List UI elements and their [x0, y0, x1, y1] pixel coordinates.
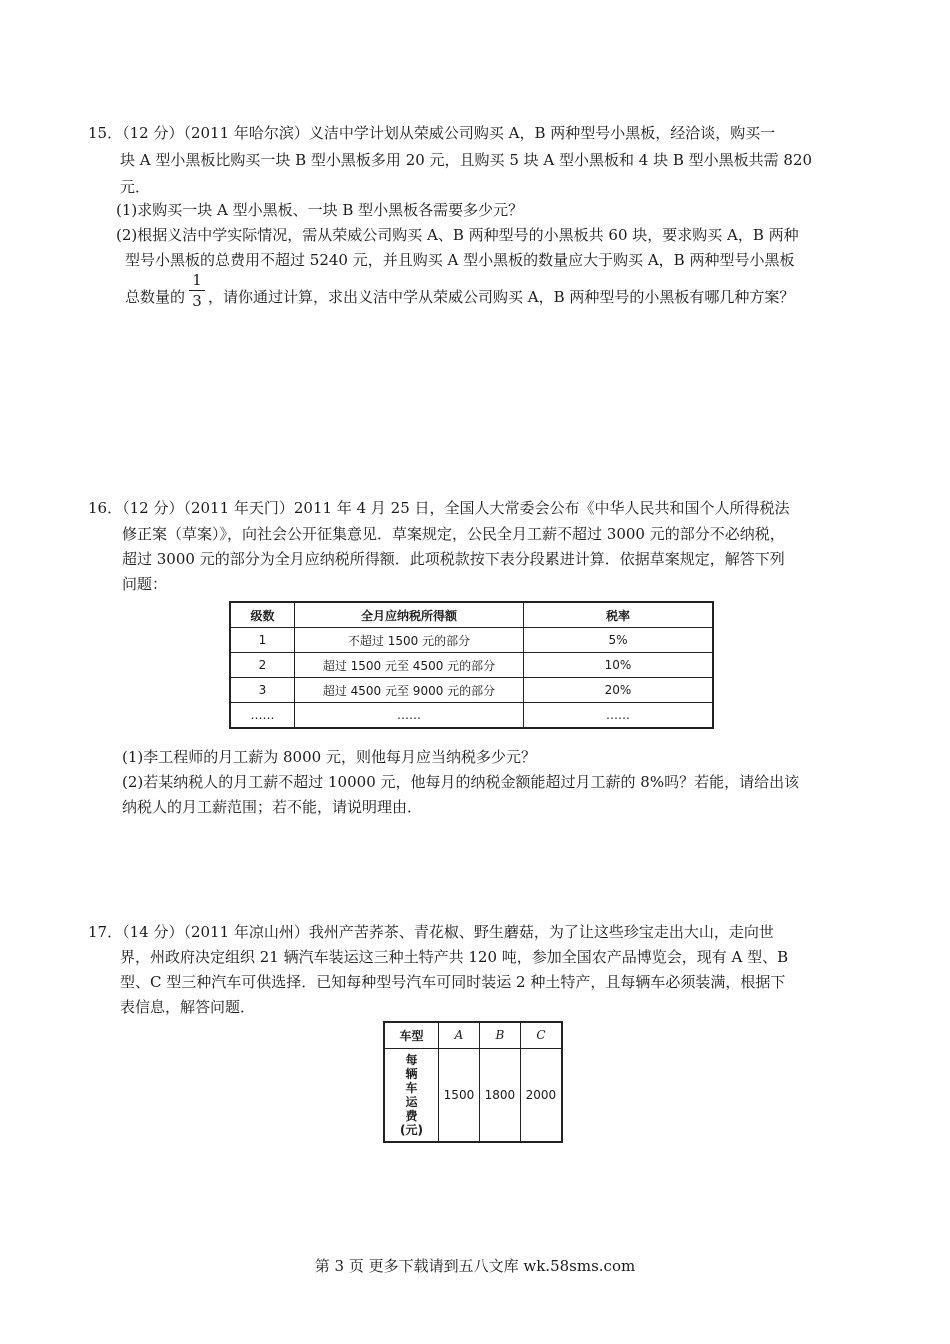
header-level: 级数: [230, 602, 295, 628]
table-row: [230, 703, 713, 729]
header-type-b: B: [479, 1022, 520, 1048]
table-header-row: [384, 1022, 562, 1048]
q17-line-1: 17．（14 分）（2011 年凉山州）我州产苦荞茶、青花椒、野生蘑菇，为了让这些珍宝走出大山，走向世: [88, 923, 774, 941]
q16-sub-2-line-1: (2)若某纳税人的月工薪不超过 10000 元，他每月的纳税金额能超过月工薪的 8%吗？若能，请给出该: [122, 773, 800, 791]
q16-sub-1: (1)李工程师的月工薪为 8000 元，则他每月应当纳税多少元？: [122, 748, 536, 766]
cell-cost-a: 1500: [438, 1048, 479, 1142]
q15-sub-2-line-2: 型号小黑板的总费用不超过 5240 元，并且购买 A 型小黑板的数量应大于购买 A，B 两种型号小黑板: [125, 251, 795, 269]
cell-rate: 5%: [524, 628, 714, 653]
fraction-one-third: [189, 271, 205, 310]
table-row: [384, 1048, 562, 1142]
cell-rate: ……: [524, 703, 714, 729]
page-footer: 第 3 页 更多下载请到五八文库 wk.58sms.com: [314, 1257, 636, 1275]
q16-sub-2-line-2: 纳税人的月工薪范围；若不能，请说明理由．: [122, 798, 423, 816]
cell-income: 不超过 1500 元的部分: [295, 628, 524, 653]
q17-line-2: 界，州政府决定组织 21 辆汽车装运这三种土特产共 120 吨，参加全国农产品博览会，现有 A 型、B: [120, 948, 789, 966]
q15-line-1: 15．（12 分）（2011 年哈尔滨）义洁中学计划从荣威公司购买 A，B 两种型号小黑板，经洽谈，购买一: [88, 124, 776, 142]
header-type-c: C: [520, 1022, 562, 1048]
q15-sub-2-line-1: (2)根据义洁中学实际情况，需从荣威公司购买 A、B 两种型号的小黑板共 60 块，要求购买 A，B 两种: [116, 226, 799, 244]
q15-line-3: 元．: [120, 178, 151, 196]
cell-income: ……: [295, 703, 524, 729]
cell-level: ……: [230, 703, 295, 729]
cell-cost-b: 1800: [479, 1048, 520, 1142]
table-header-row: [230, 602, 713, 628]
row-label-cost: 每辆车运费(元): [384, 1048, 438, 1142]
cell-rate: 10%: [524, 653, 714, 678]
q15-sub-2-line-3a: 总数量的: [125, 288, 186, 306]
cell-income: 超过 1500 元至 4500 元的部分: [295, 653, 524, 678]
q17-line-4: 表信息，解答问题．: [120, 998, 256, 1016]
q16-line-3: 超过 3000 元的部分为全月应纳税所得额．此项税款按下表分段累进计算．依据草案规定，解答下列: [122, 550, 785, 568]
truck-cost-table: [383, 1021, 563, 1143]
q15-sub-1: (1)求购买一块 A 型小黑板、一块 B 型小黑板各需要多少元？: [116, 201, 524, 219]
cell-cost-c: 2000: [520, 1048, 562, 1142]
table-row: [230, 653, 713, 678]
header-taxable-income: 全月应纳税所得额: [295, 602, 524, 628]
q16-line-1: 16．（12 分）（2011 年天门）2011 年 4 月 25 日，全国人大常委会公布《中华人民共和国个人所得税法: [88, 499, 790, 517]
q16-line-2: 修正案（草案）》，向社会公开征集意见．草案规定，公民全月工薪不超过 3000 元的部分不必纳税，: [122, 525, 785, 543]
header-tax-rate: 税率: [524, 602, 714, 628]
cell-income: 超过 4500 元至 9000 元的部分: [295, 678, 524, 703]
cell-level: 3: [230, 678, 295, 703]
q17-line-3: 型、C 型三种汽车可供选择．已知每种型号汽车可同时装运 2 种土特产，且每辆车必须装满，根据下: [120, 973, 786, 991]
table-row: [230, 628, 713, 653]
fraction-denominator: 3: [192, 292, 202, 310]
cell-level: 1: [230, 628, 295, 653]
q16-line-4: 问题：: [122, 575, 168, 593]
fraction-numerator: 1: [192, 271, 202, 289]
cell-level: 2: [230, 653, 295, 678]
q15-sub-2-line-3b: ，请你通过计算，求出义洁中学从荣威公司购买 A，B 两种型号的小黑板有哪几种方案？: [208, 288, 795, 306]
tax-rate-table: [229, 601, 714, 729]
table-row: [230, 678, 713, 703]
cell-rate: 20%: [524, 678, 714, 703]
q15-line-2: 块 A 型小黑板比购买一块 B 型小黑板多用 20 元，且购买 5 块 A 型小黑板和 4 块 B 型小黑板共需 820: [120, 151, 813, 169]
header-truck-type: 车型: [384, 1022, 438, 1048]
header-type-a: A: [438, 1022, 479, 1048]
